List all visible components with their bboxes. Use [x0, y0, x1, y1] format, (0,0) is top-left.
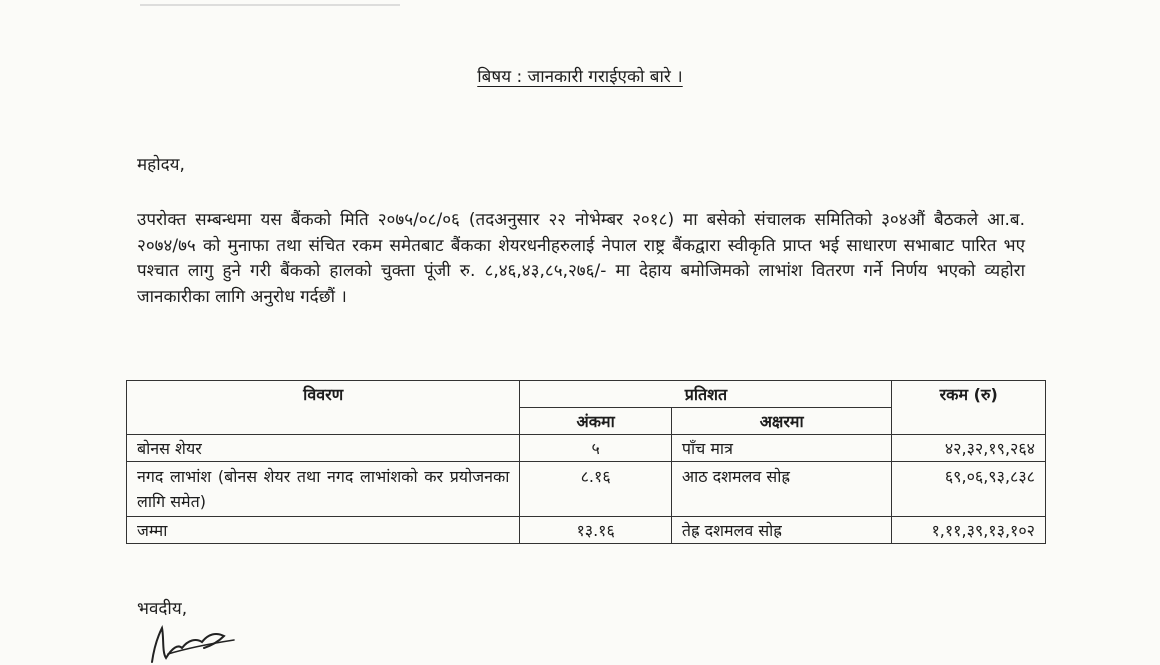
cell-words: पाँच मात्र [671, 435, 892, 462]
cell-description: बोनस शेयर [127, 435, 520, 462]
salutation: महोदय, [137, 155, 185, 175]
header-description: विवरण [127, 381, 520, 435]
cell-figures: ५ [520, 435, 671, 462]
table-row [127, 517, 1046, 544]
closing-line: भवदीय, [137, 599, 188, 619]
cropped-header-line [140, 0, 400, 6]
header-in-figures: अंकमा [520, 408, 671, 435]
table-header-row [127, 381, 1046, 408]
cell-figures: १३.१६ [520, 517, 671, 544]
header-percentage: प्रतिशत [520, 381, 892, 408]
cell-amount: १,११,३९,१३,१०२ [892, 517, 1046, 544]
cell-words: तेह्र दशमलव सोह्र [671, 517, 892, 544]
cell-description: जम्मा [127, 517, 520, 544]
signature-scribble [138, 618, 258, 665]
table-row [127, 462, 1046, 517]
dividend-table [126, 380, 1046, 544]
subject-line [0, 64, 1160, 87]
header-in-words: अक्षरमा [671, 408, 892, 435]
subject-text: बिषय : जानकारी गराईएको बारे । [477, 67, 683, 87]
header-amount: रकम (रु) [892, 381, 1046, 435]
cell-amount: ४२,३२,१९,२६४ [892, 435, 1046, 462]
cell-description: नगद लाभांश (बोनस शेयर तथा नगद लाभांशको कर प्रयोजनका लागि समेत) [127, 462, 520, 517]
cell-amount: ६९,०६,९३,८३८ [892, 462, 1046, 517]
cell-figures: ८.१६ [520, 462, 671, 517]
table-row [127, 435, 1046, 462]
body-paragraph: उपरोक्त सम्बन्धमा यस बैंकको मिति २०७५/०८/०६ (तदअनुसार २२ नोभेम्बर २०१८) मा बसेको संचालक समितिको ३०४औं बैठकले आ.ब. २०७४/७५ को मुनाफा तथा संचित रकम समेतबाट बैंकका शेयरधनीहरुलाई नेपाल राष्ट्र बैंकद्वारा स्वीकृति प्राप्त भई साधारण सभाबाट पारित भए पश्चात लागु हुने गरी बैंकको हालको चुक्ता पूंजी रु. ८,४६,४३,८५,२७६/- मा देहाय बमोजिमको लाभांश वितरण गर्ने निर्णय भएको व्यहोरा जानकारीका लागि अनुरोध गर्दछौं । [137, 210, 1025, 307]
cell-words: आठ दशमलव सोह्र [671, 462, 892, 517]
